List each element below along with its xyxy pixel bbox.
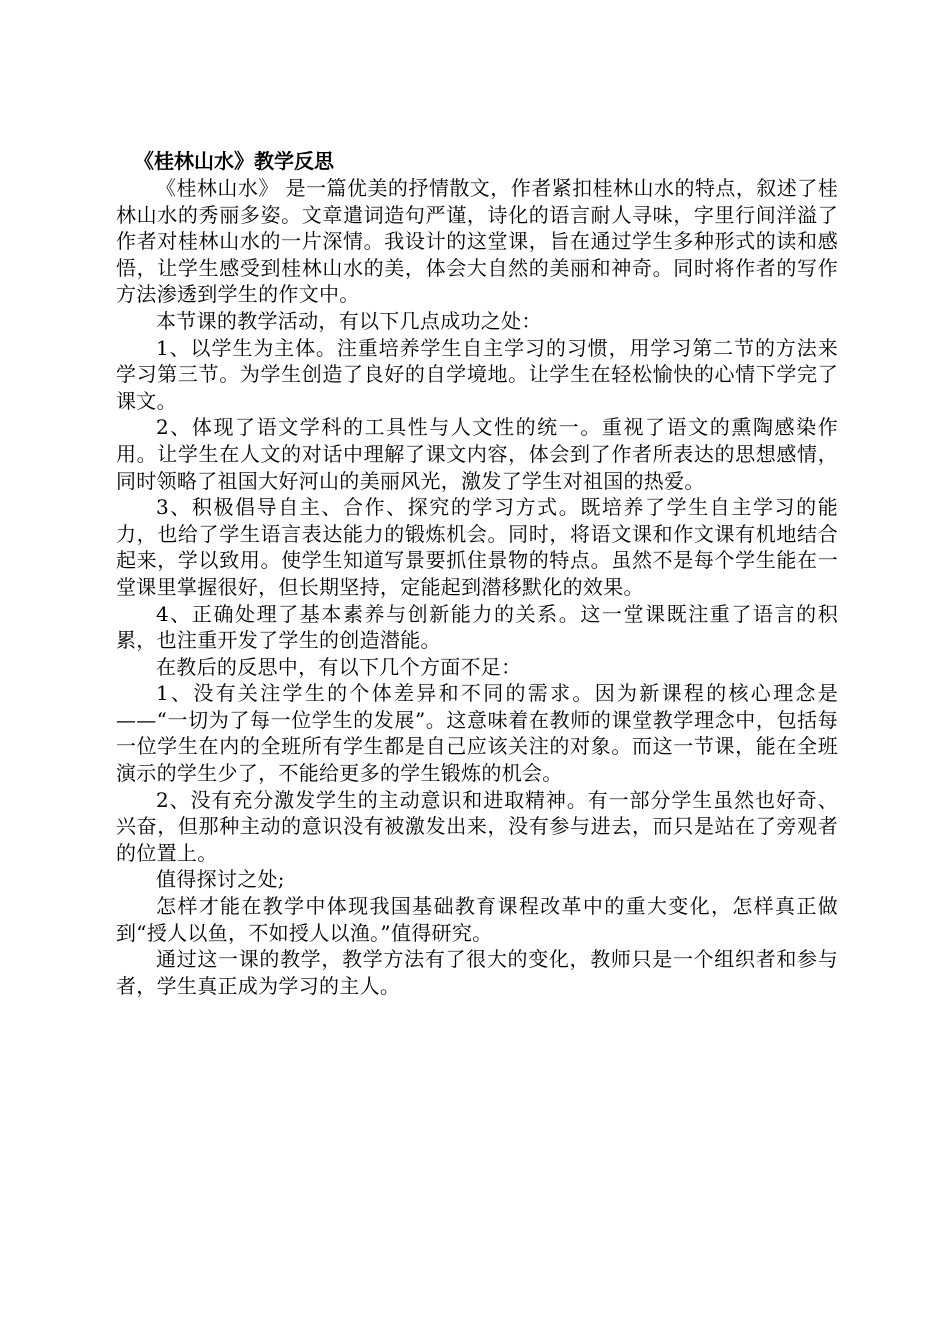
paragraph-success-2: 2、体现了语文学科的工具性与人文性的统一。重视了语文的熏陶感染作用。让学生在人文的对话中理解了课文内容，体会到了作者所表达的思想感情，同时领略了祖国大好河山的美丽风光，激发了学生对祖国的热爱。 [116, 415, 838, 493]
paragraph-success-3: 3、积极倡导自主、合作、探究的学习方式。既培养了学生自主学习的能力，也给了学生语言表达能力的锻炼机会。同时，将语文课和作文课有机地结合起来，学以致用。使学生知道写景要抓住景物的特点。虽然不是每个学生能在一堂课里掌握很好，但长期坚持，定能起到潜移默化的效果。 [116, 495, 838, 599]
paragraph-intro: 《桂林山水》 是一篇优美的抒情散文，作者紧扣桂林山水的特点，叙述了桂林山水的秀丽多姿。文章遣词造句严谨，诗化的语言耐人寻味，字里行间洋溢了作者对桂林山水的一片深情。我设计的这堂课，旨在通过学生多种形式的读和感悟，让学生感受到桂林山水的美，体会大自然的美丽和神奇。同时将作者的写作方法渗透到学生的作文中。 [116, 176, 838, 307]
paragraph-success-1: 1、以学生为主体。注重培养学生自主学习的习惯，用学习第二节的方法来学习第三节。为学生创造了良好的自学境地。让学生在轻松愉快的心情下学完了课文。 [116, 335, 838, 413]
paragraph-successes-heading: 本节课的教学活动，有以下几点成功之处： [156, 308, 542, 333]
paragraph-success-4: 4、正确处理了基本素养与创新能力的关系。这一堂课既注重了语言的积累，也注重开发了学生的创造潜能。 [116, 601, 838, 653]
paragraph-shortcoming-2: 2、没有充分激发学生的主动意识和进取精神。有一部分学生虽然也好奇、兴奋，但那种主动的意识没有被激发出来，没有参与进去，而只是站在了旁观者的位置上。 [116, 787, 838, 865]
paragraph-conclusion: 通过这一课的教学，教学方法有了很大的变化，教师只是一个组织者和参与者，学生真正成为学习的主人。 [116, 947, 838, 998]
paragraph-shortcoming-1: 1、没有关注学生的个体差异和不同的需求。因为新课程的核心理念是——“一切为了每一位学生的发展”。这意味着在教师的课堂教学理念中，包括每一位学生在内的全班所有学生都是自己应该关注的对象。而这一节课，能在全班演示的学生少了，不能给更多的学生锻炼的机会。 [116, 681, 838, 786]
document-title: 《桂林山水》教学反思 [134, 149, 334, 173]
paragraph-discussion-heading: 值得探讨之处; [156, 867, 285, 892]
paragraph-shortcomings-heading: 在教后的反思中，有以下几个方面不足： [156, 654, 522, 679]
document-body [116, 148, 838, 999]
paragraph-discussion: 怎样才能在教学中体现我国基础教育课程改革中的重大变化，怎样真正做到“授人以鱼，不如授人以渔。”值得研究。 [116, 894, 838, 945]
